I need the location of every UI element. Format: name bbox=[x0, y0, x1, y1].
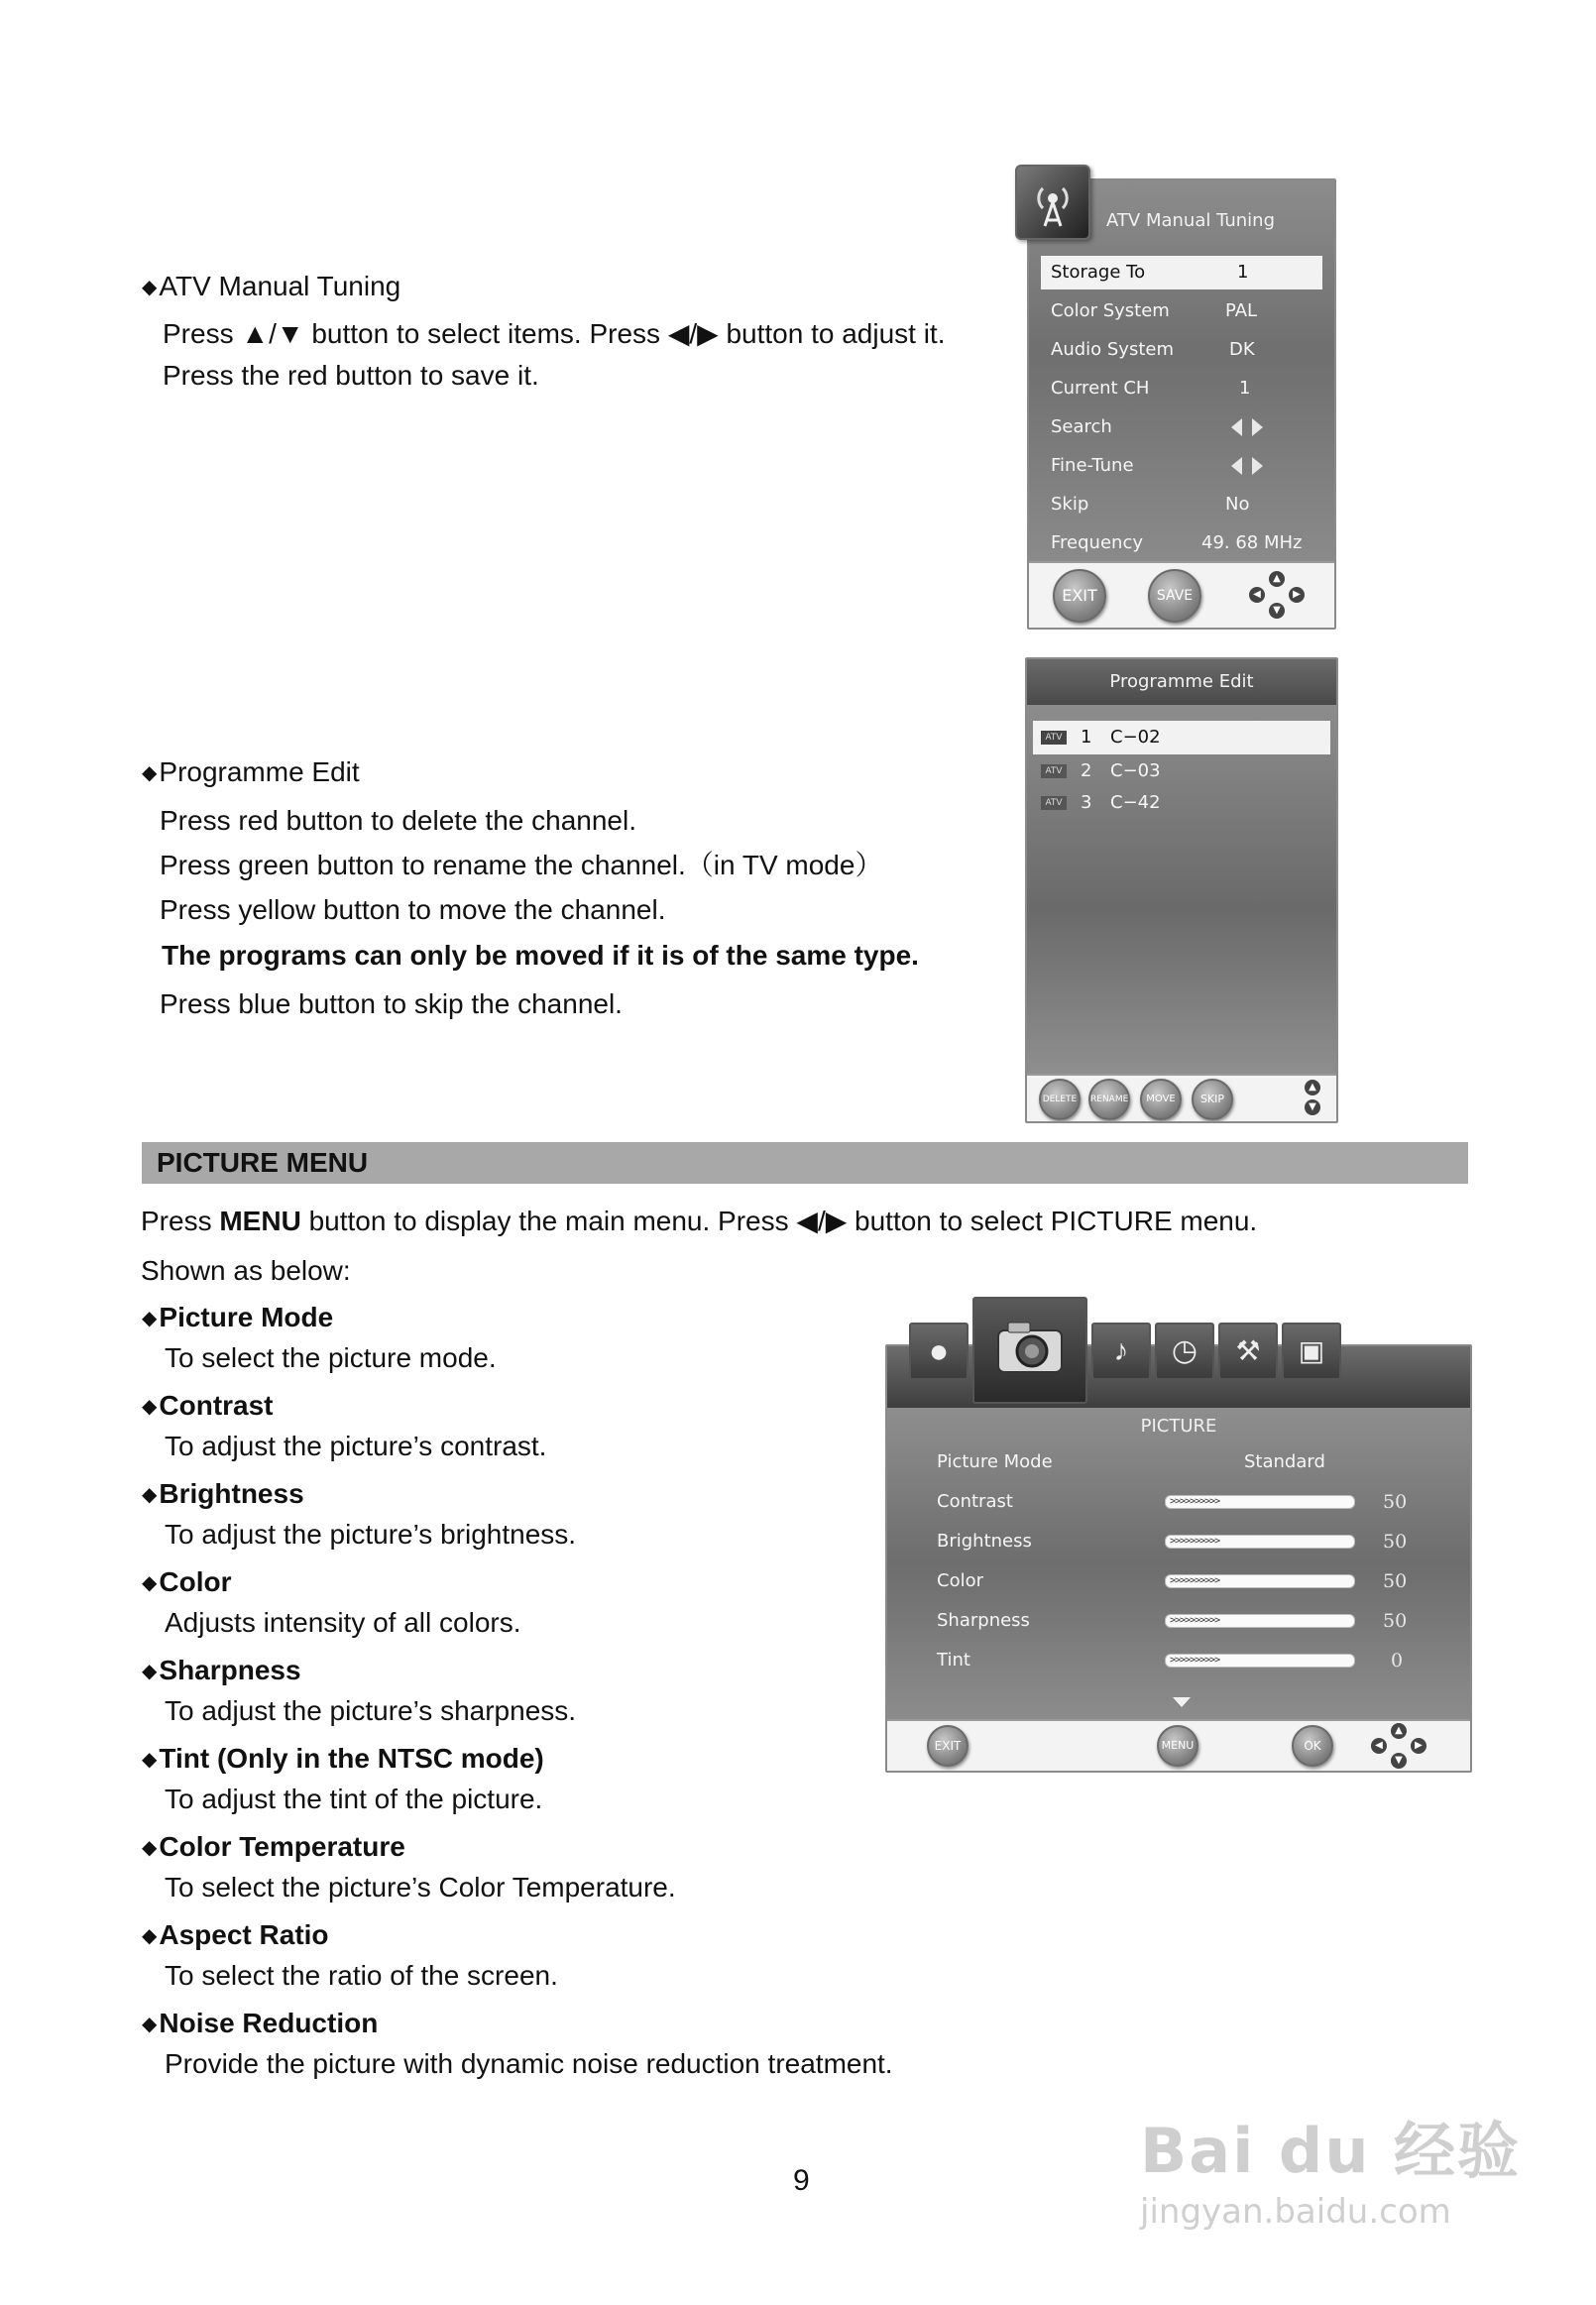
skip-button[interactable]: SKIP bbox=[1192, 1079, 1233, 1120]
menu-button[interactable]: MENU bbox=[1157, 1725, 1198, 1767]
atv-row-search[interactable]: Search bbox=[1041, 410, 1322, 444]
headphones-tab-icon[interactable]: ♪ bbox=[1091, 1323, 1151, 1380]
channel-row[interactable]: ATV 2 C−03 bbox=[1033, 754, 1330, 788]
item-desc: To adjust the tint of the picture. bbox=[165, 1784, 543, 1814]
rename-button[interactable]: RENAME bbox=[1088, 1079, 1130, 1120]
item-title: ◆ Color Temperature bbox=[142, 1830, 405, 1867]
item-title: ◆ Contrast bbox=[142, 1389, 274, 1426]
item-desc: Provide the picture with dynamic noise reduction treatment. bbox=[165, 2048, 893, 2079]
item-title: ◆ Aspect Ratio bbox=[142, 1918, 329, 1955]
slider-bar[interactable]: >>>>>>>>>> bbox=[1165, 1614, 1355, 1628]
item-desc: To adjust the picture’s sharpness. bbox=[165, 1695, 577, 1726]
clock-tab-icon[interactable]: ◷ bbox=[1155, 1323, 1214, 1380]
item-title: ◆ Sharpness bbox=[142, 1654, 301, 1690]
picture-menu-banner: PICTURE MENU bbox=[142, 1142, 1468, 1184]
delete-button[interactable]: DELETE bbox=[1039, 1079, 1081, 1120]
item-desc: To select the ratio of the screen. bbox=[165, 1960, 558, 1991]
programme-line-rename: Press green button to rename the channel.（in TV mode） bbox=[160, 850, 883, 880]
search-adjust-arrows-icon[interactable] bbox=[1231, 410, 1263, 444]
lock-tab-icon[interactable]: ▣ bbox=[1282, 1323, 1341, 1380]
baidu-watermark: Bai du 经验 jingyan.baidu.com bbox=[1140, 2115, 1522, 2232]
slider-row[interactable]: Color >>>>>>>>>> 50 bbox=[937, 1570, 1408, 1592]
item-title: ◆ Tint (Only in the NTSC mode) bbox=[142, 1742, 544, 1779]
atv-row-storage[interactable]: Storage To 1 bbox=[1041, 256, 1322, 289]
scroll-down-icon[interactable]: ▼ bbox=[1305, 1099, 1320, 1115]
programme-osd-title: Programme Edit bbox=[1027, 659, 1336, 705]
atv-manual-tuning-osd bbox=[1027, 178, 1336, 630]
atv-row-current-ch[interactable]: Current CH 1 bbox=[1051, 378, 1251, 399]
picture-mode-row[interactable]: Picture Mode Standard bbox=[937, 1451, 1325, 1472]
antenna-icon bbox=[1015, 165, 1090, 240]
atv-row-fine-tune[interactable]: Fine-Tune bbox=[1041, 449, 1322, 483]
item-desc: Adjusts intensity of all colors. bbox=[165, 1607, 521, 1638]
programme-line-move: Press yellow button to move the channel. bbox=[160, 894, 666, 925]
programme-line-skip: Press blue button to skip the channel. bbox=[160, 988, 623, 1019]
slider-bar[interactable]: >>>>>>>>>> bbox=[1165, 1574, 1355, 1588]
globe-tab-icon[interactable]: ● bbox=[909, 1323, 969, 1380]
move-button[interactable]: MOVE bbox=[1140, 1079, 1182, 1120]
item-title: ◆ Brightness bbox=[142, 1477, 304, 1514]
atv-row-skip[interactable]: Skip No bbox=[1051, 494, 1250, 515]
slider-row[interactable]: Sharpness >>>>>>>>>> 50 bbox=[937, 1610, 1408, 1632]
programme-line-delete: Press red button to delete the channel. bbox=[160, 805, 636, 836]
slider-bar[interactable]: >>>>>>>>>> bbox=[1165, 1535, 1355, 1549]
atv-row-color-system[interactable]: Color System PAL bbox=[1051, 300, 1258, 321]
scroll-down-icon[interactable] bbox=[1173, 1697, 1191, 1707]
picture-osd bbox=[885, 1297, 1472, 1773]
fine-tune-adjust-arrows-icon[interactable] bbox=[1231, 449, 1263, 483]
picture-osd-title: PICTURE bbox=[1140, 1416, 1217, 1437]
exit-button[interactable]: EXIT bbox=[927, 1725, 969, 1767]
slider-row[interactable]: Brightness >>>>>>>>>> 50 bbox=[937, 1531, 1408, 1553]
dpad-icon: ▲ ◀ ▶ ▼ bbox=[1369, 1723, 1428, 1769]
scroll-up-icon[interactable]: ▲ bbox=[1305, 1080, 1320, 1095]
dpad-icon: ▲ ◀ ▶ ▼ bbox=[1245, 571, 1309, 621]
atv-badge: ATV bbox=[1041, 731, 1067, 745]
atv-row-frequency[interactable]: Frequency 49. 68 MHz bbox=[1051, 532, 1303, 553]
item-title: ◆ Color bbox=[142, 1565, 232, 1602]
item-desc: To select the picture’s Color Temperature. bbox=[165, 1872, 676, 1902]
item-desc: To select the picture mode. bbox=[165, 1342, 497, 1373]
ok-button[interactable]: OK bbox=[1292, 1725, 1333, 1767]
channel-row[interactable]: ATV 1 C−02 bbox=[1033, 721, 1330, 754]
item-desc: To adjust the picture’s brightness. bbox=[165, 1519, 577, 1550]
slider-row[interactable]: Tint >>>>>>>>>> 0 bbox=[937, 1650, 1404, 1671]
item-title: ◆ Picture Mode bbox=[142, 1301, 333, 1337]
picture-menu-intro: Press MENU button to display the main menu. Press ◀/▶ button to select PICTURE menu. bbox=[141, 1206, 1258, 1236]
atv-heading: ◆ ATV Manual Tuning bbox=[142, 270, 400, 306]
atv-osd-title: ATV Manual Tuning bbox=[1106, 210, 1275, 231]
atv-badge: ATV bbox=[1041, 796, 1067, 810]
save-button[interactable]: SAVE bbox=[1148, 569, 1201, 623]
programme-edit-osd bbox=[1025, 657, 1338, 1123]
channel-row[interactable]: ATV 3 C−42 bbox=[1033, 786, 1330, 820]
page-number: 9 bbox=[793, 2164, 810, 2197]
programme-line-warning: The programs can only be moved if it is of the same type. bbox=[162, 940, 919, 971]
camera-tab-icon[interactable] bbox=[972, 1297, 1087, 1404]
wrench-tab-icon[interactable]: ⚒ bbox=[1218, 1323, 1278, 1380]
atv-row-audio-system[interactable]: Audio System DK bbox=[1051, 339, 1255, 360]
exit-button[interactable]: EXIT bbox=[1053, 569, 1106, 623]
slider-row[interactable]: Contrast >>>>>>>>>> 50 bbox=[937, 1491, 1408, 1513]
slider-bar[interactable]: >>>>>>>>>> bbox=[1165, 1654, 1355, 1668]
programme-edit-heading: ◆ Programme Edit bbox=[142, 755, 360, 792]
picture-menu-shown: Shown as below: bbox=[141, 1255, 351, 1286]
atv-instruction-2: Press the red button to save it. bbox=[163, 360, 539, 391]
atv-badge: ATV bbox=[1041, 764, 1067, 778]
item-title: ◆ Noise Reduction bbox=[142, 2007, 378, 2043]
item-desc: To adjust the picture’s contrast. bbox=[165, 1431, 547, 1461]
atv-instruction-1: Press ▲/▼ button to select items. Press ◀/▶ button to adjust it. bbox=[163, 318, 946, 349]
slider-bar[interactable]: >>>>>>>>>> bbox=[1165, 1495, 1355, 1509]
